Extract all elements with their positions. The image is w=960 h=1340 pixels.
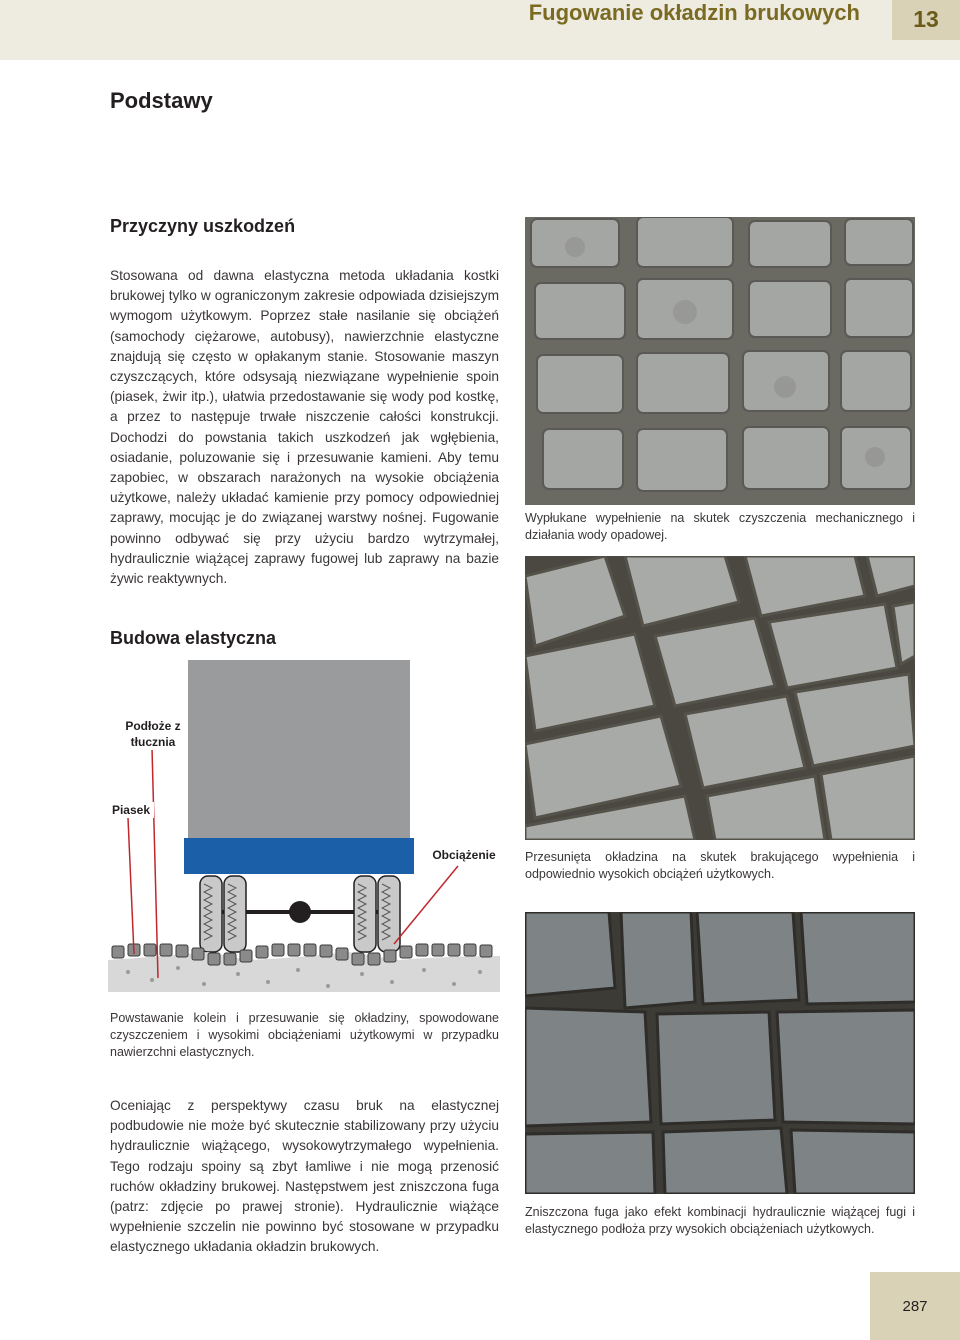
cobblestone-photo-1 — [525, 217, 915, 505]
page-number: 287 — [902, 1298, 928, 1315]
photo-washed-joints — [525, 217, 915, 505]
photo-displaced-paving — [525, 556, 915, 840]
chapter-badge — [892, 0, 960, 40]
gravel-base — [108, 952, 500, 992]
photo-2-caption: Przesunięta okładzina na skutek brakującego wypełnienia i odpowiednio wysokich obciążeń użytkowych. — [525, 850, 915, 881]
photo-1-caption: Wypłukane wypełnienie na skutek czyszczenia mechanicznego i działania wody opadowej. — [525, 511, 915, 542]
load-label: Obciążenie — [428, 847, 500, 863]
causes-paragraph: Stosowana od dawna elastyczna metoda układania kostki brukowej tylko w ograniczonym zakresie odpowiada dzisiejszym wymogom użytkowym. Poprzez stałe nasilanie się obciążeń (samochody ciężarowe, autobusy), nawierzchnie elastyczne znajdują się często w opłakanym stanie. Stosowanie maszyn czyszczących, które odsysają niezwiązane wypełnienie spoin (piasek, żwir itp.), ułatwia przedostawanie się wody pod kostkę, a przez to następuje trwałe niszczenie całości konstrukcji. Dochodzi do powstania takich uszkodzeń jak wgłębienia, osiadanie, poluzowanie się i przesuwanie kamieni. Aby temu zapobiec, w obszarach narażonych na wysokie obciążenia użytkowe, należy układać kamienie przy pomocy odpowiedniej zaprawy, mocując je do związanej warstwy nośnej. Fugowanie powinno odbywać się przy użyciu bardzo wytrzymałej, hydraulicznie wiążącej zaprawy fugowej lub zaprawy na bazie żywic reaktywnych. — [110, 268, 499, 587]
elastic-diagram — [108, 660, 500, 992]
section-title: Podstawy — [110, 88, 213, 113]
cobblestone-photo-2 — [525, 556, 915, 840]
page-number-badge — [870, 1272, 960, 1340]
diagram-caption: Powstawanie kolein i przesuwanie się okładziny, spowodowane czyszczeniem i wysokimi obciążeniami użytkowymi w przypadku nawierzchni elastycznych. — [110, 1011, 499, 1059]
load-leader-line — [394, 866, 458, 944]
elastic-heading: Budowa elastyczna — [110, 628, 277, 648]
axle-hub — [289, 901, 311, 923]
elastic-paragraph: Oceniając z perspektywy czasu bruk na elastycznej podbudowie nie może być skutecznie stabilizowany przy użyciu hydraulicznie wiążącego, wysokowytrzymałego wypełnienia. Tego rodzaju spoiny są zbyt łamliwe i nie mogą przenosić ruchów okładziny brukowej. Następstwem jest zniszczona fuga (patrz: zdjęcie po prawej stronie). Hydraulicznie wiążące wypełnienie szczelin nie powinno być stosowane w przypadku elastycznego układania okładzin brukowych. — [110, 1098, 499, 1255]
sand-label: Piasek — [108, 802, 154, 818]
subbase-label: Podłoże z tłucznia — [118, 718, 188, 750]
sand-leader-line — [128, 818, 134, 954]
photo-3-caption: Zniszczona fuga jako efekt kombinacji hydraulicznie wiążącej fugi i elastycznego podłoża przy wysokich obciążeniach użytkowych. — [525, 1205, 915, 1236]
truck-body — [188, 660, 410, 840]
truck-load-diagram — [108, 660, 500, 992]
truck-bed — [184, 838, 414, 874]
chapter-number: 13 — [913, 6, 939, 32]
causes-heading: Przyczyny uszkodzeń — [110, 216, 296, 236]
document-title: Fugowanie okładzin brukowych — [528, 0, 860, 25]
photo-destroyed-joints — [525, 912, 915, 1194]
cobblestone-photo-3 — [525, 912, 915, 1194]
